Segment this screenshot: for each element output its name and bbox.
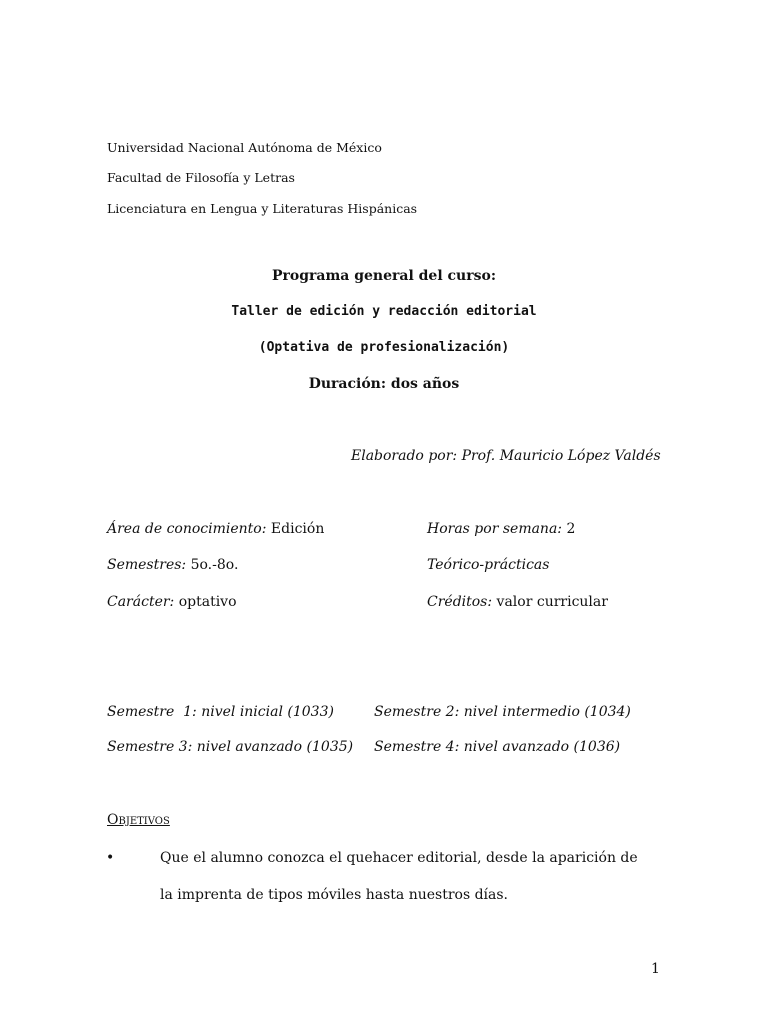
area-row: [107, 521, 324, 537]
course-name: Taller de edición y redacción editorial: [231, 304, 537, 319]
semester-level-4: Semestre 4: nivel avanzado (1036): [374, 739, 621, 755]
character-label: Carácter:: [107, 594, 175, 610]
objective-line-1: Que el alumno conozca el quehacer editorial, desde la aparición de: [160, 850, 638, 866]
bullet-icon: •: [106, 850, 115, 866]
author-line: Elaborado por: Prof. Mauricio López Valdés: [351, 448, 661, 464]
page-number: 1: [651, 961, 660, 977]
semester-level-3: Semestre 3: nivel avanzado (1035): [107, 739, 354, 755]
course-type: (Optativa de profesionalización): [258, 340, 510, 355]
semesters-row: [107, 557, 238, 573]
course-heading: Programa general del curso:: [271, 268, 496, 284]
mode-value: Teórico-prácticas: [427, 557, 550, 573]
hours-row: [427, 521, 575, 537]
semester-level-2: Semestre 2: nivel intermedio (1034): [374, 704, 631, 720]
area-value: Edición: [270, 521, 325, 537]
hours-value: 2: [566, 521, 576, 537]
hours-label: Horas por semana:: [427, 521, 563, 537]
university-name: Universidad Nacional Autónoma de México: [107, 140, 382, 155]
credits-row: [427, 594, 608, 610]
degree-name: Licenciatura en Lengua y Literaturas Hispánicas: [107, 201, 418, 216]
faculty-name: Facultad de Filosofía y Letras: [107, 170, 295, 185]
credits-value: valor curricular: [496, 594, 608, 610]
course-duration: Duración: dos años: [308, 376, 460, 392]
semester-level-1: Semestre 1: nivel inicial (1033): [107, 704, 334, 720]
semesters-label: Semestres:: [107, 557, 187, 573]
semesters-value: 5o.-8o.: [190, 557, 239, 573]
objective-line-2: la imprenta de tipos móviles hasta nuestros días.: [160, 887, 508, 903]
character-value: optativo: [178, 594, 237, 610]
credits-label: Créditos:: [427, 594, 493, 610]
objectives-heading: Objetivos: [107, 812, 170, 828]
character-row: [107, 594, 237, 610]
area-label: Área de conocimiento:: [107, 521, 267, 537]
